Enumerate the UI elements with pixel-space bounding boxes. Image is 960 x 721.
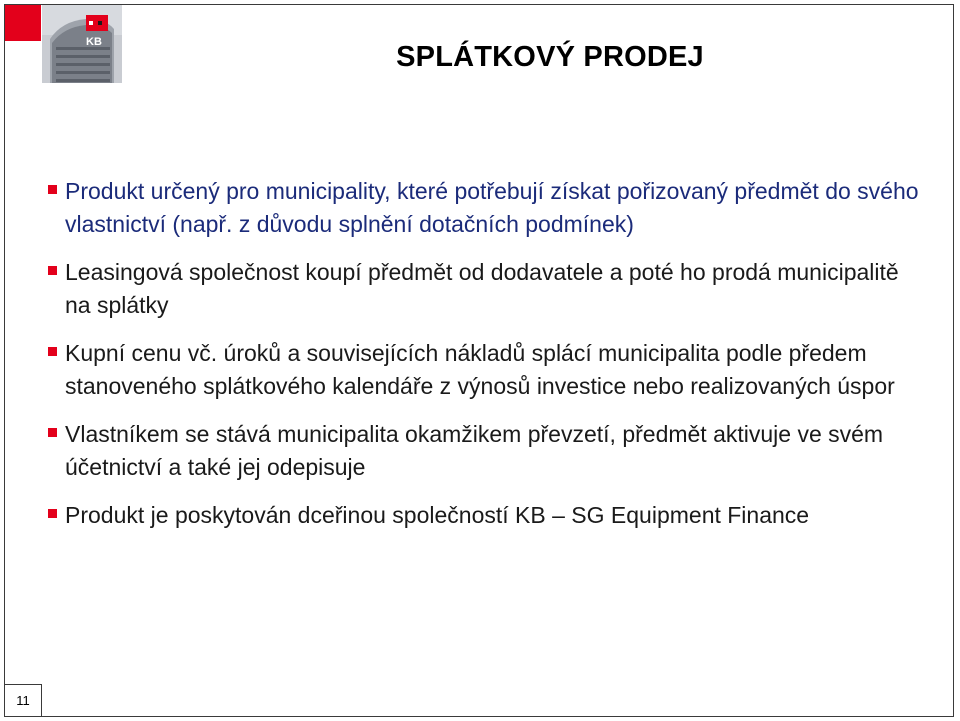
logo-text: KB (86, 36, 102, 48)
brand-red-square (5, 5, 41, 41)
bullet-square-icon (48, 509, 57, 518)
bullet-text: Produkt je poskytován dceřinou společností KB – SG Equipment Finance (65, 502, 810, 528)
bullet-square-icon (48, 347, 57, 356)
bullet-square-icon (48, 185, 57, 194)
list-item (45, 256, 925, 321)
bullet-square-icon (48, 266, 57, 275)
bullet-list (45, 175, 925, 548)
list-item (45, 175, 925, 240)
list-item (45, 499, 925, 532)
list-item (45, 418, 925, 483)
bullet-text: Kupní cenu vč. úroků a souvisejících nákladů splácí municipalita podle předem stanoveného splátkového kalendáře z výnosů investice nebo realizovaných úspor (65, 340, 895, 399)
bullet-text: Produkt určený pro municipality, které potřebují získat pořizovaný předmět do svého vlastnictví (např. z důvodu splnění dotačních podmínek) (65, 178, 919, 237)
page-title: SPLÁTKOVÝ PRODEJ (396, 41, 704, 73)
bullet-square-icon (48, 428, 57, 437)
slide (4, 4, 954, 717)
list-item (45, 337, 925, 402)
bullet-text: Vlastníkem se stává municipalita okamžikem převzetí, předmět aktivuje ve svém účetnictví a také jej odepisuje (65, 421, 884, 480)
bullet-text: Leasingová společnost koupí předmět od dodavatele a poté ho prodá municipalitě na splátky (65, 259, 899, 318)
page-number: 11 (4, 684, 42, 717)
